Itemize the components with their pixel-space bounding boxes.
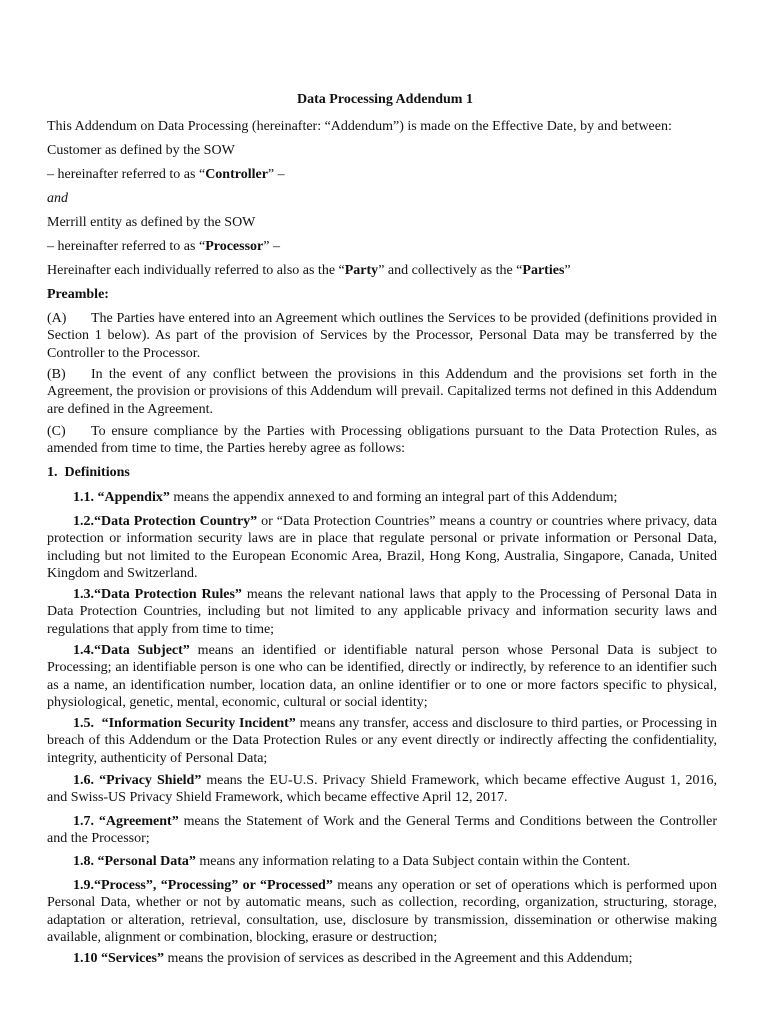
- intro-paragraph: This Addendum on Data Processing (hereinafter: “Addendum”) is made on the Effective Date, by and between:: [47, 119, 672, 134]
- merrill-line: Merrill entity as defined by the SOW: [47, 215, 256, 230]
- definition-1-10: [47, 950, 717, 967]
- processor-pre: – hereinafter referred to as “: [47, 239, 206, 254]
- preamble-label: (B): [47, 367, 66, 382]
- definition-term: “Personal Data”: [97, 854, 196, 869]
- parties-post: ”: [564, 263, 571, 278]
- definition-text: means any information relating to a Data Subject contain within the Content.: [195, 854, 631, 869]
- definition-1-3: [47, 586, 717, 638]
- definition-text: means the appendix annexed to and forming an integral part of this Addendum;: [169, 490, 618, 505]
- preamble-label: (C): [47, 424, 66, 439]
- definition-term: “Information Security Incident”: [101, 716, 296, 731]
- preamble-item-a: [47, 310, 717, 362]
- preamble-item-b: [47, 366, 717, 418]
- definition-number: 1.9.: [73, 878, 94, 893]
- definition-text: means any operation or set of operations which is performed upon Personal Data, whether or not by automatic means, such as collection, recording, organization, structuring, storage, adaptation or alteration, retrieval, consultation, use, disclosure by transmission, dissemination or otherwise making available, alignment or combination, blocking, erasure or destruction;: [47, 878, 717, 945]
- definition-text: means any transfer, access and disclosure to third parties, or Processing in breach of this Addendum or the Data Protection Rules or any event directly or indirectly affecting the confidentiality, integrity, authenticity of Personal Data;: [47, 716, 717, 766]
- definition-text: means the Statement of Work and the General Terms and Conditions between the Controller and the Processor;: [47, 814, 718, 847]
- parties-pre: Hereinafter each individually referred to also as the “: [47, 263, 345, 278]
- definition-text: means the relevant national laws that apply to the Processing of Personal Data in Data Protection Countries, including but not limited to any applicable privacy and information security laws and regulations that apply from time to time;: [47, 587, 717, 637]
- definition-text: means an identified or identifiable natural person whose Personal Data is subject to Processing; an identifiable person is one who can be identified, directly or indirectly, by reference to an identifier such as a name, an identification number, location data, an online identifier or to one or more factors specific to physical, physiological, genetic, mental, economic, cultural or social identity;: [47, 643, 717, 710]
- definition-1-1: [47, 489, 717, 506]
- definition-number: 1.10: [73, 951, 98, 966]
- preamble-label: (A): [47, 311, 67, 326]
- customer-line: Customer as defined by the SOW: [47, 143, 235, 158]
- definition-text: means the provision of services as described in the Agreement and this Addendum;: [163, 951, 633, 966]
- preamble-text: To ensure compliance by the Parties with Processing obligations pursuant to the Data Protection Rules, as amended from time to time, the Parties hereby agree as follows:: [47, 424, 717, 457]
- definition-number: 1.2.: [73, 514, 94, 529]
- definition-1-8: [47, 853, 717, 870]
- definition-term: “Services”: [101, 951, 164, 966]
- and-line: [47, 190, 68, 207]
- preamble-text: In the event of any conflict between the provisions in this Addendum and the provisions set forth in the Agreement, the provision or provisions of this Addendum will prevail. Capitalized terms not defined in this Addendum are defined in the Agreement.: [47, 367, 717, 417]
- definition-term: “Data Subject”: [94, 643, 190, 658]
- definition-text: means the EU-U.S. Privacy Shield Framework, which became effective August 1, 2016, and Swiss-US Privacy Shield Framework, which became effective April 12, 2017.: [47, 773, 718, 806]
- processor-post: ” –: [263, 239, 280, 254]
- definition-number: 1.6.: [73, 773, 94, 788]
- section-title: Definitions: [64, 465, 130, 480]
- section-number: 1.: [47, 465, 58, 480]
- preamble-heading-text: Preamble:: [47, 287, 109, 302]
- section-heading-definitions: [47, 464, 130, 481]
- preamble-text: The Parties have entered into an Agreement which outlines the Services to be provided (definitions provided in Section 1 below). As part of the provision of Services by the Processor, Personal Data may be transferred by the Controller to the Processor.: [47, 311, 717, 361]
- and-text: and: [47, 191, 68, 206]
- controller-term: Controller: [205, 167, 268, 182]
- parties-term: Parties: [522, 263, 565, 278]
- definition-number: 1.1.: [73, 490, 94, 505]
- document-title: Data Processing Addendum 1: [297, 92, 473, 107]
- preamble-heading: [47, 286, 109, 303]
- controller-pre: – hereinafter referred to as “: [47, 167, 206, 182]
- definition-1-4: [47, 642, 717, 711]
- definition-term: “Privacy Shield”: [99, 773, 202, 788]
- parties-line: [47, 262, 571, 279]
- definition-number: 1.8.: [73, 854, 94, 869]
- definition-number: 1.3.: [73, 587, 94, 602]
- definition-1-2: [47, 513, 717, 582]
- processor-line: [47, 238, 280, 255]
- controller-post: ” –: [267, 167, 285, 182]
- preamble-item-c: [47, 423, 717, 458]
- definition-term: “Data Protection Rules”: [94, 587, 242, 602]
- controller-line: [47, 166, 285, 183]
- definition-1-7: [47, 813, 717, 848]
- definition-number: 1.7.: [73, 814, 94, 829]
- definition-1-9: [47, 877, 717, 946]
- definition-term: “Data Protection Country”: [94, 514, 258, 529]
- definition-number: 1.5.: [73, 716, 94, 731]
- definition-text: or “Data Protection Countries” means a country or countries where privacy, data protection or information security laws are in place that regulate personal or private information or Personal Data, including but not limited to the European Economic Area, Brazil, Hong Kong, Australia, Singapore, Canada, United Kingdom and Switzerland.: [47, 514, 717, 581]
- definition-term: “Process”, “Processing” or “Processed”: [94, 878, 333, 893]
- definition-term: “Appendix”: [97, 490, 170, 505]
- definition-term: “Agreement”: [98, 814, 179, 829]
- definition-1-6: [47, 772, 717, 807]
- processor-term: Processor: [205, 239, 264, 254]
- parties-mid: ” and collectively as the “: [378, 263, 523, 278]
- definition-1-5: [47, 715, 717, 767]
- party-term: Party: [344, 263, 379, 278]
- definition-number: 1.4.: [73, 643, 94, 658]
